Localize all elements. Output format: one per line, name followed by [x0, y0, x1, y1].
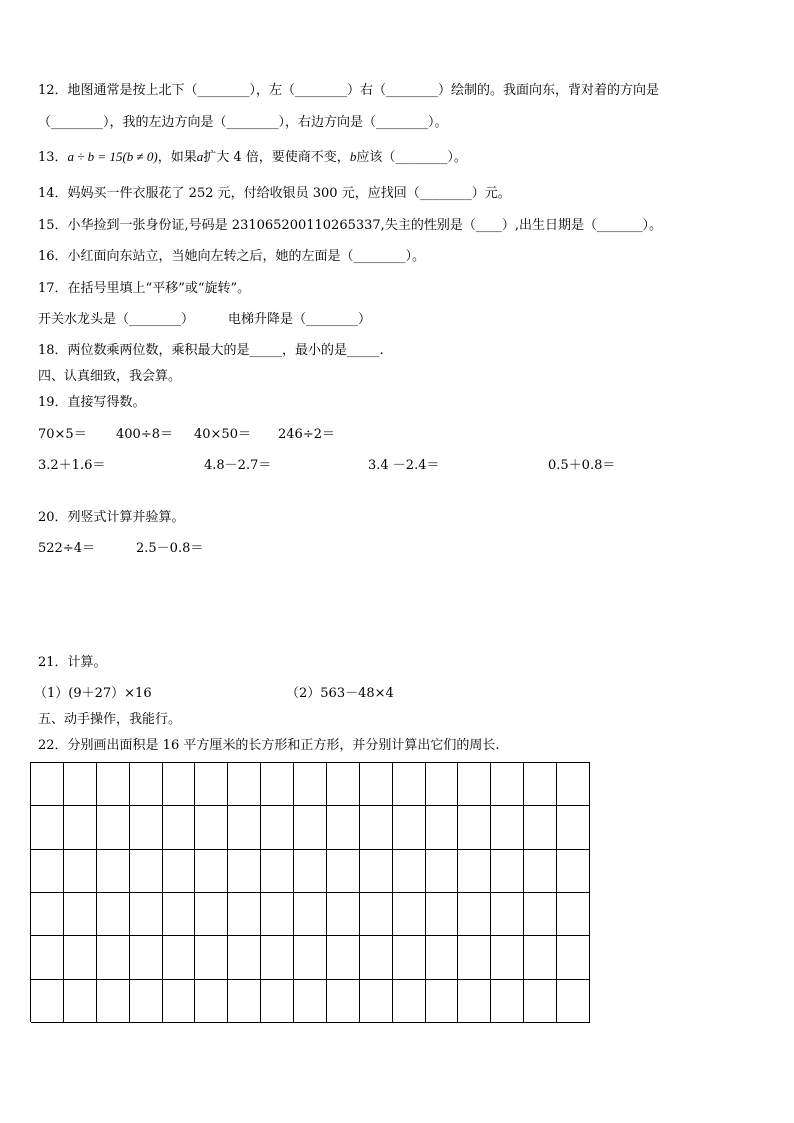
grid-cell — [130, 893, 163, 936]
grid-cell — [524, 893, 557, 936]
grid-cell — [97, 936, 130, 979]
grid-cell — [31, 850, 64, 893]
q19-row1-item: 400÷8＝ — [116, 427, 173, 442]
grid-cell — [294, 763, 327, 806]
grid-row — [31, 936, 590, 979]
grid-cell — [557, 763, 590, 806]
grid-cell — [64, 936, 97, 979]
q15: 15．小华捡到一张身份证,号码是 231065200110265337,失主的性别是（____）,出生日期是（_______）。 — [38, 218, 662, 233]
grid-cell — [360, 850, 393, 893]
q13-text2: 扩大 4 倍，要使商不变， — [203, 150, 350, 165]
grid-cell — [393, 893, 426, 936]
q13-text1: ，如果 — [157, 150, 197, 165]
q19-row2-item: 4.8－2.7＝ — [204, 458, 272, 473]
grid-cell — [426, 980, 459, 1023]
grid-cell — [163, 850, 196, 893]
q17-item-a: 开关水龙头是（________） — [38, 312, 195, 327]
grid-cell — [130, 980, 163, 1023]
q16: 16．小红面向东站立，当她向左转之后，她的左面是（________）。 — [38, 249, 426, 264]
grid-cell — [163, 893, 196, 936]
grid-cell — [64, 763, 97, 806]
q21-item: （2）563－48×4 — [286, 686, 394, 701]
grid-row — [31, 763, 590, 806]
q13-number: 13． — [38, 150, 68, 165]
grid-cell — [458, 850, 491, 893]
grid-cell — [557, 893, 590, 936]
grid-cell — [31, 806, 64, 849]
grid-cell — [228, 980, 261, 1023]
q21-title: 21．计算。 — [38, 655, 107, 670]
grid-cell — [195, 763, 228, 806]
q12-line2: （________），我的左边方向是（________），右边方向是（________）。 — [38, 115, 448, 130]
grid-cell — [327, 763, 360, 806]
grid-cell — [64, 893, 97, 936]
grid-cell — [228, 763, 261, 806]
grid-cell — [130, 763, 163, 806]
grid-cell — [426, 850, 459, 893]
q19-row2-item: 3.4 －2.4＝ — [368, 458, 440, 473]
grid-cell — [163, 806, 196, 849]
grid-cell — [130, 936, 163, 979]
grid-cell — [524, 980, 557, 1023]
q13 — [38, 148, 467, 167]
grid-cell — [261, 893, 294, 936]
grid-cell — [261, 763, 294, 806]
q19-row1-item: 246÷2＝ — [278, 427, 335, 442]
grid-cell — [557, 850, 590, 893]
grid-cell — [327, 893, 360, 936]
grid-cell — [360, 936, 393, 979]
grid-cell — [228, 806, 261, 849]
grid-cell — [458, 936, 491, 979]
grid-cell — [64, 980, 97, 1023]
q21-item: （1）(9＋27）×16 — [34, 686, 152, 701]
grid-cell — [228, 850, 261, 893]
grid-cell — [491, 850, 524, 893]
q19-title: 19．直接写得数。 — [38, 395, 146, 410]
q17-item-b: 电梯升降是（________） — [228, 312, 372, 327]
q18: 18．两位数乘两位数，乘积最大的是_____，最小的是_____. — [38, 343, 384, 358]
grid-cell — [524, 850, 557, 893]
grid-cell — [491, 763, 524, 806]
grid-cell — [491, 936, 524, 979]
q19-row1-item: 40×50＝ — [194, 427, 251, 442]
grid-cell — [31, 763, 64, 806]
grid-cell — [294, 980, 327, 1023]
grid-cell — [163, 763, 196, 806]
grid-cell — [195, 806, 228, 849]
grid-cell — [426, 936, 459, 979]
q17-title: 17．在括号里填上“平移”或“旋转”。 — [38, 281, 251, 296]
grid-cell — [261, 850, 294, 893]
grid-cell — [163, 936, 196, 979]
grid-cell — [130, 806, 163, 849]
grid-cell — [64, 806, 97, 849]
grid-cell — [458, 806, 491, 849]
grid-cell — [327, 806, 360, 849]
grid-cell — [557, 980, 590, 1023]
grid-cell — [393, 850, 426, 893]
grid-cell — [393, 763, 426, 806]
grid-cell — [524, 806, 557, 849]
grid-cell — [393, 936, 426, 979]
grid-cell — [491, 806, 524, 849]
grid-cell — [261, 936, 294, 979]
q13-var-a: a — [196, 149, 204, 164]
q12-line1: 12．地图通常是按上北下（________），左（________）右（________）绘制的。我面向东，背对着的方向是 — [38, 83, 660, 98]
grid-row — [31, 980, 590, 1023]
drawing-grid — [30, 762, 590, 1022]
grid-cell — [130, 850, 163, 893]
grid-cell — [97, 980, 130, 1023]
grid-cell — [327, 850, 360, 893]
grid-cell — [195, 893, 228, 936]
grid-cell — [426, 806, 459, 849]
q19-row2-item: 0.5＋0.8＝ — [548, 458, 616, 473]
grid-cell — [195, 850, 228, 893]
grid-cell — [458, 893, 491, 936]
grid-cell — [491, 980, 524, 1023]
grid-row — [31, 893, 590, 936]
section-5-heading: 五、动手操作，我能行。 — [38, 712, 182, 727]
grid-row — [31, 806, 590, 849]
grid-cell — [360, 980, 393, 1023]
grid-cell — [458, 763, 491, 806]
grid-cell — [195, 980, 228, 1023]
grid-cell — [261, 806, 294, 849]
grid-cell — [97, 763, 130, 806]
q13-formula: a ÷ b = 15(b ≠ 0) — [67, 149, 158, 164]
q14: 14．妈妈买一件衣服花了 252 元，付给收银员 300 元，应找回（________）元。 — [38, 186, 511, 201]
grid-cell — [360, 763, 393, 806]
grid-cell — [31, 936, 64, 979]
grid-cell — [360, 806, 393, 849]
grid-cell — [261, 980, 294, 1023]
grid-cell — [294, 806, 327, 849]
grid-cell — [31, 893, 64, 936]
grid-cell — [360, 893, 393, 936]
grid-cell — [327, 936, 360, 979]
q13-text3: 应该（________）。 — [356, 150, 467, 165]
q20-item: 2.5－0.8＝ — [136, 541, 204, 556]
grid-cell — [64, 850, 97, 893]
grid-cell — [195, 936, 228, 979]
q22: 22．分别画出面积是 16 平方厘米的长方形和正方形，并分别计算出它们的周长. — [38, 738, 500, 753]
q19-row1-item: 70×5＝ — [38, 427, 87, 442]
grid-cell — [393, 980, 426, 1023]
q13-var-b: b — [349, 149, 357, 164]
grid-cell — [97, 893, 130, 936]
q20-title: 20．列竖式计算并验算。 — [38, 510, 185, 525]
grid-cell — [491, 893, 524, 936]
grid-cell — [524, 763, 557, 806]
grid-cell — [557, 936, 590, 979]
grid-cell — [393, 806, 426, 849]
grid-cell — [31, 980, 64, 1023]
grid-cell — [294, 893, 327, 936]
q19-row2-item: 3.2＋1.6＝ — [38, 458, 106, 473]
grid-cell — [228, 893, 261, 936]
grid-cell — [458, 980, 491, 1023]
grid-cell — [163, 980, 196, 1023]
grid-cell — [294, 850, 327, 893]
grid-cell — [228, 936, 261, 979]
grid-cell — [426, 763, 459, 806]
q20-item: 522÷4＝ — [38, 541, 95, 556]
grid-cell — [557, 806, 590, 849]
grid-cell — [97, 850, 130, 893]
grid-cell — [524, 936, 557, 979]
grid-cell — [327, 980, 360, 1023]
grid-cell — [426, 893, 459, 936]
section-4-heading: 四、认真细致，我会算。 — [38, 369, 182, 384]
grid-row — [31, 850, 590, 893]
grid-cell — [294, 936, 327, 979]
grid-cell — [97, 806, 130, 849]
